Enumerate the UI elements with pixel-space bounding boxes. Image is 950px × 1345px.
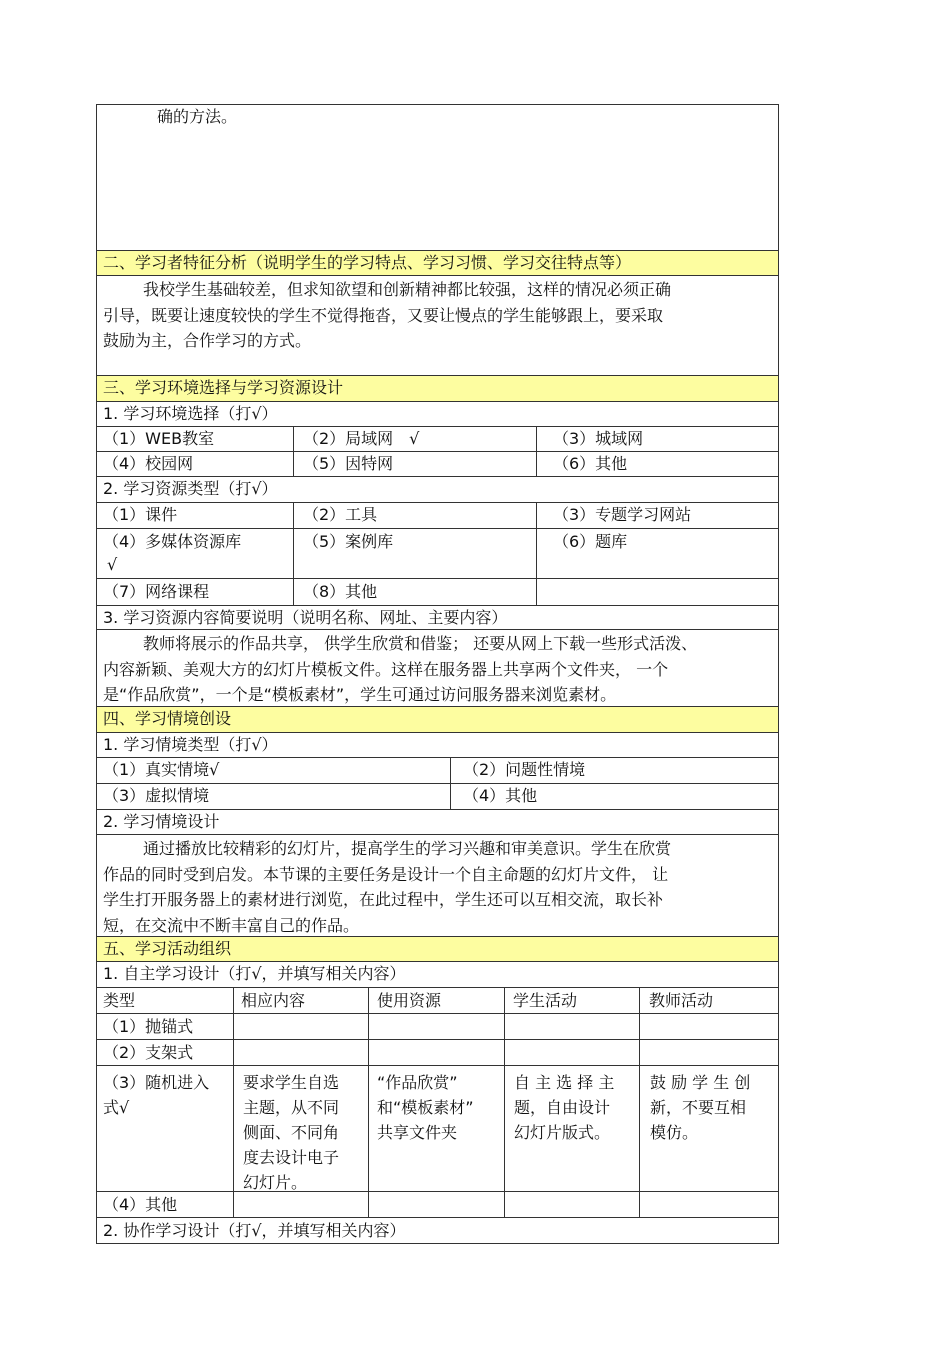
res-option: （4）多媒体资源库 [103,532,242,551]
text-line: 题，自由设计 [514,1098,611,1117]
text-line: 新，不要互相 [650,1098,747,1117]
text-line: 是“作品欣赏”，一个是“模板素材”，学生可通过访问服务器来浏览素材。 [103,685,617,704]
scene-option: （2）问题性情境 [463,760,586,779]
res-option: （5）案例库 [303,532,394,551]
text-line: 共享文件夹 [377,1123,458,1142]
activity-type: （4）其他 [103,1195,178,1214]
cell-divider [639,1014,640,1039]
env-option: （1）WEB教室 [103,429,215,448]
lesson-plan-table [96,104,779,1244]
scene-type-title-row [96,733,779,758]
cell-divider [536,503,537,528]
activity-table-header [96,988,779,1014]
section4-title: 四、学习情境创设 [103,709,232,728]
section2-title: 二、学习者特征分析（说明学生的学习特点、学习习惯、学习交往特点等） [103,253,632,272]
text-line: （3）随机进入 [103,1073,210,1092]
env-title-row [96,402,779,427]
cell-divider [639,1192,640,1217]
column-header: 类型 [103,991,136,1010]
activity-row-scaffold [96,1040,779,1066]
section2-body [96,276,779,376]
section4-header [96,707,779,733]
cell-divider [639,1040,640,1065]
teacher-activity-cell [650,1070,751,1145]
section3-title: 三、学习环境选择与学习资源设计 [103,378,344,397]
res-option: （6）题库 [553,532,628,551]
cell-divider [368,1014,369,1039]
activity-type: （1）抛锚式 [103,1017,194,1036]
cell-divider [536,427,537,451]
cell-divider [293,427,294,451]
cell-divider [293,503,294,528]
env-row-2 [96,452,779,477]
cell-divider [504,1192,505,1217]
text-line: 自 主 选 择 主 [514,1073,615,1092]
res-option: （8）其他 [303,582,378,601]
cell-divider [536,579,537,605]
column-header: 学生活动 [513,991,578,1010]
scene-design-title: 2. 学习情境设计 [103,812,220,831]
column-header: 使用资源 [377,991,442,1010]
text-line: 作品的同时受到启发。本节课的主要任务是设计一个自主命题的幻灯片文件， 让 [103,864,669,884]
cell-divider [504,1066,505,1191]
text-line: 通过播放比较精彩的幻灯片，提高学生的学习兴趣和审美意识。学生在欣赏 [143,839,672,858]
scene-option: （4）其他 [463,786,538,805]
cell-divider [368,1040,369,1065]
res-title-row [96,477,779,503]
checkmark: √ [107,555,118,574]
activity-row-random [96,1066,779,1192]
coop-title-row [96,1218,779,1244]
cell-divider [368,1066,369,1191]
res-title: 2. 学习资源类型（打√） [103,479,278,498]
section2-paragraph [103,277,748,354]
intro-row [96,104,779,251]
section5-title: 五、学习活动组织 [103,939,232,958]
scene-row-2 [96,784,779,810]
self-study-title: 1. 自主学习设计（打√，并填写相关内容） [103,964,406,983]
coop-title: 2. 协作学习设计（打√，并填写相关内容） [103,1221,406,1240]
section5-header [96,937,779,962]
intro-text: 确的方法。 [157,107,238,126]
text-line: 鼓励为主，合作学习的方式。 [103,331,312,350]
column-header: 相应内容 [241,991,306,1010]
res-row-3 [96,579,779,606]
text-line: 模仿。 [650,1123,699,1142]
env-option: （6）其他 [553,454,628,473]
content-title-row [96,606,779,630]
res-row-1 [96,503,779,529]
text-line: 幻灯片版式。 [514,1123,611,1142]
env-row-1 [96,427,779,452]
cell-divider [293,452,294,476]
cell-divider [639,1066,640,1191]
cell-divider [293,579,294,605]
scene-option: （1）真实情境√ [103,760,220,779]
res-option: （3）专题学习网站 [553,505,692,524]
text-line: 和“模板素材” [377,1098,474,1117]
res-option: （1）课件 [103,505,178,524]
content-title: 3. 学习资源内容简要说明（说明名称、网址、主要内容） [103,608,508,627]
column-header: 教师活动 [649,991,714,1010]
section3-header [96,376,779,402]
activity-row-other [96,1192,779,1218]
cell-divider [233,988,234,1013]
cell-divider [233,1192,234,1217]
cell-divider [233,1014,234,1039]
cell-divider [233,1066,234,1191]
env-option: （4）校园网 [103,454,194,473]
text-line: 短，在交流中不断丰富自己的作品。 [103,915,360,935]
env-title: 1. 学习环境选择（打√） [103,404,278,423]
cell-divider [504,1040,505,1065]
env-option: （5）因特网 [303,454,394,473]
res-row-2 [96,529,779,579]
text-line: 引导，既要让速度较快的学生不觉得拖沓，又要让慢点的学生能够跟上，要采取 [103,305,664,325]
text-line: “作品欣赏” [377,1073,458,1092]
cell-divider [536,529,537,578]
res-option: （2）工具 [303,505,378,524]
content-paragraph [103,631,748,708]
self-study-title-row [96,962,779,988]
text-line: 式√ [103,1098,130,1117]
scene-row-1 [96,758,779,784]
text-line: 鼓 励 学 生 创 [650,1073,751,1092]
cell-divider [450,758,451,783]
text-line: 我校学生基础较差，但求知欲望和创新精神都比较强，这样的情况必须正确 [143,280,672,299]
text-line: 幻灯片。 [243,1173,308,1192]
text-line: 要求学生自选 [243,1073,340,1092]
content-body [96,630,779,707]
cell-divider [450,784,451,809]
cell-divider [504,988,505,1013]
res-option: （7）网络课程 [103,582,210,601]
text-line: 侧面、不同角 [243,1123,340,1142]
text-line: 主题，从不同 [243,1098,340,1117]
activity-type: （2）支架式 [103,1043,194,1062]
text-line: 教师将展示的作品共享， 供学生欣赏和借鉴； 还要从网上下载一些形式活泼、 [143,634,698,653]
cell-divider [233,1040,234,1065]
activity-row-anchor [96,1014,779,1040]
cell-divider [368,1192,369,1217]
cell-divider [504,1014,505,1039]
scene-design-title-row [96,810,779,835]
cell-divider [536,452,537,476]
scene-design-paragraph [103,836,748,938]
section2-header [96,251,779,276]
text-line: 学生打开服务器上的素材进行浏览，在此过程中，学生还可以互相交流，取长补 [103,890,664,909]
scene-option: （3）虚拟情境 [103,786,210,805]
text-line: 内容新颖、美观大方的幻灯片模板文件。这样在服务器上共享两个文件夹， 一个 [103,659,669,679]
env-option: （3）城域网 [553,429,644,448]
env-option: （2）局域网 √ [303,429,420,448]
scene-design-body [96,835,779,937]
cell-divider [639,988,640,1013]
scene-type-title: 1. 学习情境类型（打√） [103,735,278,754]
text-line: 度去设计电子 [243,1148,340,1167]
cell-divider [293,529,294,578]
cell-divider [368,988,369,1013]
